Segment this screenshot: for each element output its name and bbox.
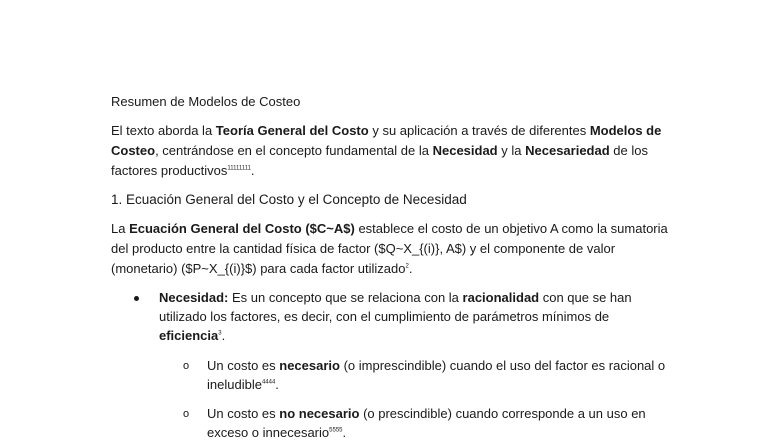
section1-bold-term: Ecuación General del Costo ($C~A$) [129, 221, 355, 236]
section1-text: . [408, 261, 413, 276]
bullet-bold-term: eficiencia [159, 328, 219, 343]
intro-text: factores productivos [111, 163, 228, 178]
intro-bold-term: Teoría General del Costo [215, 123, 369, 138]
section1-line-1 [111, 220, 668, 238]
bullet-line-3 [159, 327, 225, 345]
footnote-ref: 11111111 [227, 165, 251, 172]
bullet-line-1 [159, 289, 632, 307]
intro-text: . [250, 163, 255, 178]
intro-bold-term: Necesidad [432, 143, 498, 158]
intro-text: de los [609, 143, 648, 158]
footnote-ref: 3 [218, 330, 222, 337]
bullet-text: con que se han [539, 290, 632, 305]
sub-bullet-marker: o [183, 360, 190, 372]
intro-text: El texto aborda la [111, 123, 216, 138]
sub-bullet-text: . [275, 377, 279, 392]
sub-bullet-bold-term: necesario [279, 358, 340, 373]
bullet-text: Es un concepto que se relaciona con la [228, 290, 463, 305]
section1-line-3 [111, 260, 412, 278]
intro-line-1 [111, 122, 661, 140]
footnote-ref: 4444 [261, 379, 276, 386]
section-heading: 1. Ecuación General del Costo y el Concepto de Necesidad [111, 192, 467, 207]
sub-bullet-bold-term: no necesario [279, 406, 360, 421]
intro-text: , centrándose en el concepto fundamental de la [155, 143, 433, 158]
intro-text: y su aplicación a través de diferentes [368, 123, 590, 138]
intro-text: y la [497, 143, 526, 158]
bullet-bold-term: Necesidad: [159, 290, 229, 305]
bullet-text: . [221, 328, 226, 343]
sub-bullet-text: Un costo es [207, 406, 280, 421]
sub-bullet-text: ineludible [207, 377, 262, 392]
sub-bullet-line-2 [207, 424, 346, 442]
section1-text: establece el costo de un objetivo A como la sumatoria [354, 221, 668, 236]
footnote-ref: 5555 [329, 427, 343, 434]
footnote-ref: 2 [405, 263, 409, 270]
sub-bullet-text: exceso o innecesario [207, 425, 330, 440]
intro-line-3 [111, 162, 255, 180]
sub-bullet-text: (o imprescindible) cuando el uso del factor es racional o [339, 358, 666, 373]
sub-bullet-line-1 [207, 405, 646, 423]
section1-text: La [111, 221, 130, 236]
sub-bullet-line-1 [207, 357, 665, 375]
document-title: Resumen de Modelos de Costeo [111, 94, 301, 109]
bullet-icon [134, 296, 139, 301]
intro-bold-term: Costeo [111, 143, 156, 158]
sub-bullet-marker: o [183, 408, 190, 420]
intro-line-2 [111, 142, 648, 160]
section1-line-2: del producto entre la cantidad física de factor ($Q~X_{(i)}, A$) y el componente de valor [111, 241, 616, 256]
sub-bullet-text: . [342, 425, 347, 440]
sub-bullet-text: (o prescindible) cuando corresponde a un uso en [359, 406, 646, 421]
bullet-line-2: utilizado los factores, es decir, con el cumplimiento de parámetros mínimos de [159, 309, 610, 324]
bullet-bold-term: racionalidad [462, 290, 540, 305]
intro-bold-term: Modelos de [589, 123, 662, 138]
sub-bullet-line-2 [207, 376, 279, 394]
intro-bold-term: Necesariedad [525, 143, 610, 158]
sub-bullet-text: Un costo es [207, 358, 280, 373]
section1-text: (monetario) ($P~X_{(i)}$) para cada factor utilizado [111, 261, 406, 276]
